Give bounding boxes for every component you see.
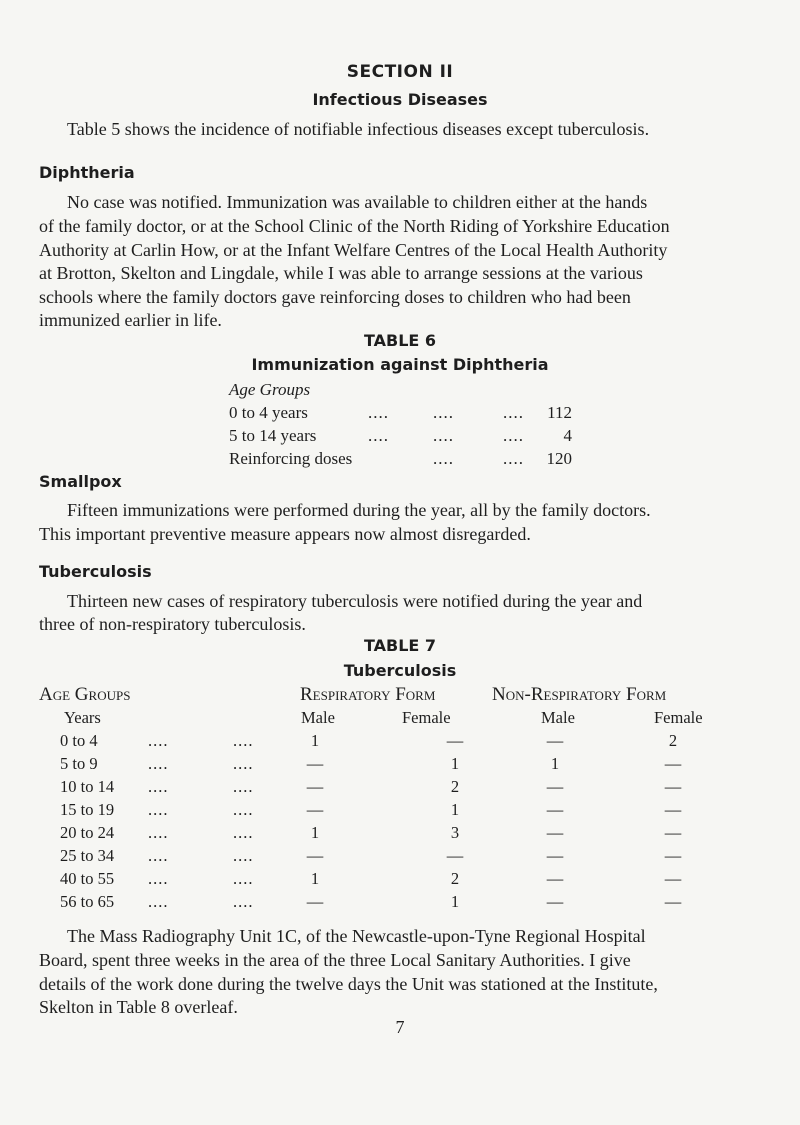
table7-respiratory-male: — <box>306 754 324 773</box>
table7-non-respiratory-male: — <box>546 823 564 842</box>
smallpox-line: This important preventive measure appears now almost disregarded. <box>39 524 531 544</box>
table7-age: 15 to 19 <box>60 800 115 819</box>
table7-non-respiratory-female: — <box>664 823 682 842</box>
table7-header-age-groups: Age Groups <box>39 684 131 705</box>
table6-leader-dots: .... <box>433 449 454 468</box>
table7-age: 56 to 65 <box>60 892 115 911</box>
table7-non-respiratory-female: — <box>664 846 682 865</box>
table7-leader-dots: .... <box>233 754 254 773</box>
table7-header-respiratory: Respiratory Form <box>300 684 436 705</box>
table7-respiratory-female: 1 <box>450 800 460 819</box>
page-number: 7 <box>395 1017 405 1037</box>
table7-leader-dots: .... <box>148 892 169 911</box>
table7-leader-dots: .... <box>148 754 169 773</box>
table6-value: 120 <box>546 449 572 468</box>
table7-non-respiratory-male: — <box>546 800 564 819</box>
table7-respiratory-female: — <box>446 846 464 865</box>
table7-leader-dots: .... <box>233 731 254 750</box>
table7-respiratory-male: 1 <box>310 823 320 842</box>
table7-header-male-non-respiratory: Male <box>541 708 575 727</box>
table7-non-respiratory-female: — <box>664 777 682 796</box>
table7-age: 0 to 4 <box>60 731 98 750</box>
table7-respiratory-male: 1 <box>310 869 320 888</box>
table7-non-respiratory-male: — <box>546 731 564 750</box>
section-subheading: Infectious Diseases <box>312 90 488 109</box>
table7-respiratory-female: 1 <box>450 892 460 911</box>
table7-respiratory-female: 2 <box>450 869 460 888</box>
table6-column-heading: Age Groups <box>229 380 311 399</box>
table7-leader-dots: .... <box>148 823 169 842</box>
table7-leader-dots: .... <box>233 846 254 865</box>
closing-line: The Mass Radiography Unit 1C, of the Newcastle-upon-Tyne Regional Hospital <box>67 926 646 946</box>
table7-leader-dots: .... <box>233 777 254 796</box>
table7-subtitle: Tuberculosis <box>343 661 457 680</box>
table7-leader-dots: .... <box>233 892 254 911</box>
table6-row-label: 5 to 14 years <box>229 426 317 445</box>
table6-leader-dots: .... <box>503 403 524 422</box>
table7-header-male-respiratory: Male <box>301 708 335 727</box>
table7-respiratory-female: 2 <box>450 777 460 796</box>
closing-line: Board, spent three weeks in the area of the three Local Sanitary Authorities. I give <box>39 950 631 970</box>
diphtheria-line: of the family doctor, or at the School Clinic of the North Riding of Yorkshire Education <box>39 216 670 236</box>
table7-leader-dots: .... <box>148 846 169 865</box>
smallpox-heading: Smallpox <box>39 472 122 491</box>
table7-respiratory-female: 1 <box>450 754 460 773</box>
table6-value: 112 <box>547 403 572 422</box>
table6-leader-dots: .... <box>433 426 454 445</box>
closing-line: details of the work done during the twelve days the Unit was stationed at the Institute, <box>39 974 658 994</box>
table7-leader-dots: .... <box>148 800 169 819</box>
table7-respiratory-male: 1 <box>310 731 320 750</box>
table6-leader-dots: .... <box>368 403 389 422</box>
smallpox-line: Fifteen immunizations were performed during the year, all by the family doctors. <box>67 500 651 520</box>
table7-non-respiratory-male: — <box>546 869 564 888</box>
table7-leader-dots: .... <box>233 869 254 888</box>
table7-non-respiratory-female: — <box>664 754 682 773</box>
table7-respiratory-male: — <box>306 777 324 796</box>
table7-age: 40 to 55 <box>60 869 115 888</box>
table7-header-female-respiratory: Female <box>402 708 451 727</box>
table6-value: 4 <box>563 426 572 445</box>
section-heading: SECTION II <box>346 62 454 82</box>
table7-non-respiratory-male: — <box>546 892 564 911</box>
table7-header-female-non-respiratory: Female <box>654 708 703 727</box>
table6-title: TABLE 6 <box>363 331 437 350</box>
table7-non-respiratory-female: 2 <box>668 731 678 750</box>
table7-non-respiratory-female: — <box>664 892 682 911</box>
table7-non-respiratory-male: 1 <box>550 754 560 773</box>
intro-paragraph: Table 5 shows the incidence of notifiable infectious diseases except tuberculosis. <box>67 119 650 139</box>
table6-row-label: 0 to 4 years <box>229 403 308 422</box>
tuberculosis-line: Thirteen new cases of respiratory tuberculosis were notified during the year and <box>67 591 643 611</box>
closing-line: Skelton in Table 8 overleaf. <box>39 997 238 1017</box>
table7-leader-dots: .... <box>148 869 169 888</box>
table7-non-respiratory-male: — <box>546 846 564 865</box>
table7-respiratory-male: — <box>306 892 324 911</box>
table7-leader-dots: .... <box>233 800 254 819</box>
table7-leader-dots: .... <box>148 777 169 796</box>
table7-age: 25 to 34 <box>60 846 115 865</box>
table7-title: TABLE 7 <box>363 636 437 655</box>
diphtheria-line: at Brotton, Skelton and Lingdale, while I was able to arrange sessions at the various <box>39 263 643 283</box>
table7-respiratory-male: — <box>306 846 324 865</box>
table7-leader-dots: .... <box>148 731 169 750</box>
tuberculosis-line: three of non-respiratory tuberculosis. <box>39 614 306 634</box>
tuberculosis-heading: Tuberculosis <box>39 562 152 581</box>
table7-respiratory-female: 3 <box>450 823 460 842</box>
table7-header-years: Years <box>64 708 101 727</box>
table7-age: 20 to 24 <box>60 823 115 842</box>
table7-age: 5 to 9 <box>60 754 98 773</box>
diphtheria-line: Authority at Carlin How, or at the Infant Welfare Centres of the Local Health Authority <box>39 240 668 260</box>
diphtheria-line: No case was notified. Immunization was available to children either at the hands <box>67 192 648 212</box>
diphtheria-line: schools where the family doctors gave reinforcing doses to children who had been <box>39 287 631 307</box>
table7-non-respiratory-male: — <box>546 777 564 796</box>
table6-leader-dots: .... <box>368 426 389 445</box>
table7-header-non-respiratory: Non-Respiratory Form <box>492 684 667 705</box>
diphtheria-line: immunized earlier in life. <box>39 310 222 330</box>
table6-leader-dots: .... <box>503 426 524 445</box>
table6-row-label: Reinforcing doses <box>229 449 353 468</box>
table6-leader-dots: .... <box>503 449 524 468</box>
diphtheria-heading: Diphtheria <box>39 163 135 182</box>
table7-non-respiratory-female: — <box>664 869 682 888</box>
table7-leader-dots: .... <box>233 823 254 842</box>
table7-respiratory-male: — <box>306 800 324 819</box>
table7-respiratory-female: — <box>446 731 464 750</box>
table6-leader-dots: .... <box>433 403 454 422</box>
table6-subtitle: Immunization against Diphtheria <box>251 355 549 374</box>
table7-age: 10 to 14 <box>60 777 115 796</box>
table7-non-respiratory-female: — <box>664 800 682 819</box>
